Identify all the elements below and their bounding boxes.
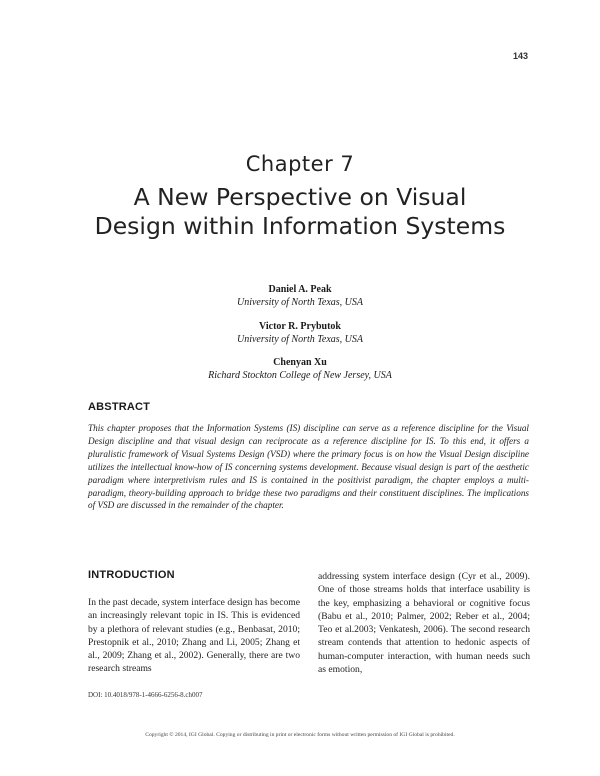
author-affiliation: Richard Stockton College of New Jersey, USA (208, 370, 392, 381)
page-number: 143 (512, 51, 528, 61)
copyright-notice: Copyright © 2014, IGI Global. Copying or distributing in print or electronic forms without written permission of IGI Global is prohibited. (145, 732, 455, 738)
author-block (0, 356, 600, 382)
author-name: Daniel A. Peak (268, 284, 332, 295)
introduction-heading: INTRODUCTION (88, 569, 175, 581)
doi: DOI: 10.4018/978-1-4666-6256-8.ch007 (88, 691, 203, 699)
chapter-label: Chapter 7 (245, 152, 355, 176)
introduction-right-column: addressing system interface design (Cyr et al., 2009). One of those streams holds that interface usability is the key, emphasizing a behavioral or cognitive focus (Babu et al., 2010; Palmer, 2002; Reber et al., 2004; Teo et al.2003; Venkatesh, 2006). The second research stream contends that attention to hedonic aspects of human-computer interaction, with human needs such as emotion, (318, 571, 530, 676)
author-name: Victor R. Prybutok (259, 321, 341, 332)
abstract-body: This chapter proposes that the Information Systems (IS) discipline can serve as a reference discipline for the Visual Design discipline and that visual design can reciprocate as a reference discipline for IS. To this end, it offers a pluralistic framework of Visual Systems Design (VSD) where the primary focus is on how the Visual Design discipline utilizes the intellectual know-how of IS concerning systems development. Because visual design is part of the aesthetic paradigm where interpretivism rules and IS is contained in the positivist paradigm, the chapter employs a multi-paradigm, theory-building approach to bridge these two paradigms and their constituent disciplines. The implications of VSD are discussed in the remainder of the chapter. (88, 423, 529, 511)
author-affiliation: University of North Texas, USA (236, 334, 363, 345)
abstract-heading: ABSTRACT (88, 401, 151, 413)
author-block (0, 283, 600, 309)
introduction-left-column: In the past decade, system interface design has become an increasingly relevant topic in IS. This is evidenced by a plethora of relevant studies (e.g., Benbasat, 2010; Prestopnik et al., 2010; Zhang and Li, 2005; Zhang et al., 2009; Zhang et al., 2002). Generally, there are two research streams (88, 597, 300, 675)
author-block (0, 320, 600, 346)
chapter-title: A New Perspective on Visual Design within Information Systems (94, 183, 506, 240)
author-affiliation: University of North Texas, USA (236, 297, 363, 308)
author-name: Chenyan Xu (273, 357, 327, 368)
